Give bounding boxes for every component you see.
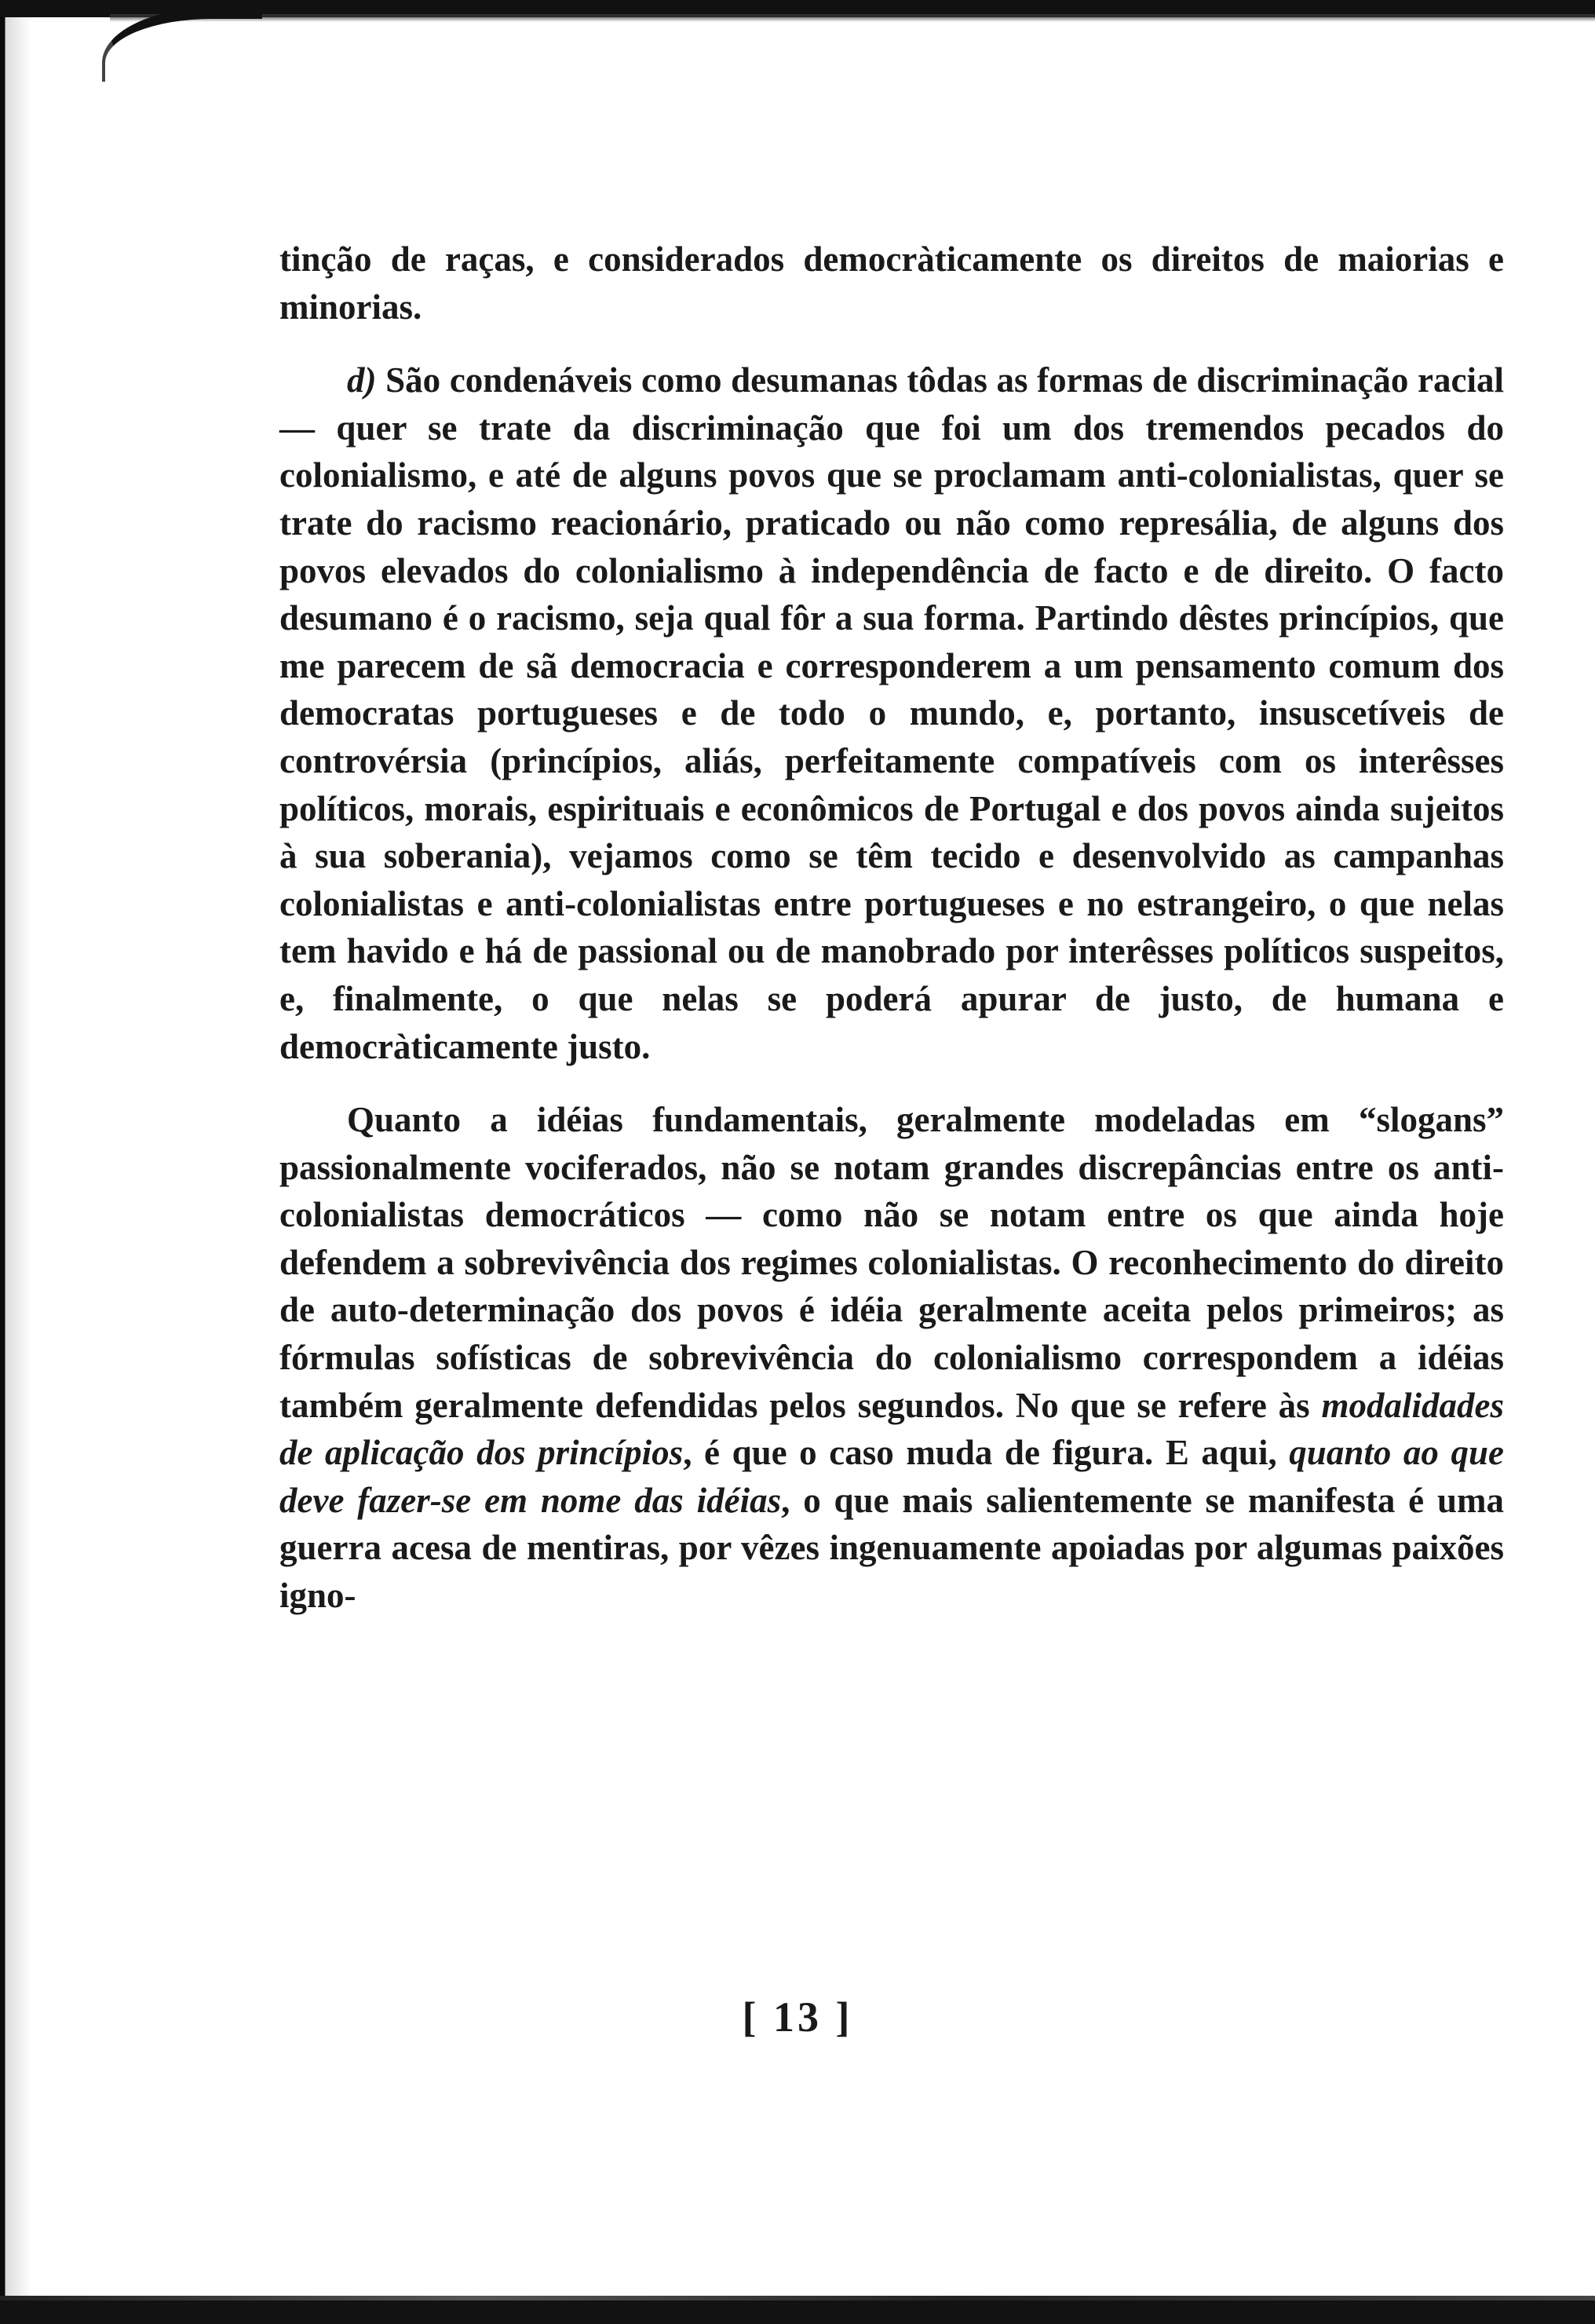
paragraph-continuation: tinção de raças, e considerados democràticamente os direitos de maiorias e minorias.	[279, 239, 1504, 327]
page-number: [ 13 ]	[742, 1993, 853, 2041]
paragraph-ideas-part-1: Quanto a idéias fundamentais, geralmente modeladas em “slogans” passionalmente vociferados, não se notam grandes discrepâncias entre os anti-colonialistas democráticos — como não se notam entre os que ainda hoje defendem a sobrevivência dos regimes colonialistas. O reconhecimento do direito de auto-determinação dos povos é idéia geralmente aceita pelos primeiros; as fórmulas sofísticas de sobrevivência do colonialismo correspondem a idéias também geralmente defendidas pelos segundos. No que se refere às	[279, 1100, 1504, 1425]
scan-left-edge	[0, 0, 118, 2324]
paragraph-ideas-part-3: , o que mais salientemente se manifesta é uma guerra acesa de mentiras, por vêzes ingenuamente apoiadas por algumas paixões igno-	[279, 1480, 1505, 1616]
paragraph-ideas-italic-1: modalidades de aplicação dos princípios	[279, 1385, 1504, 1473]
scan-bottom-edge	[0, 2300, 1595, 2324]
paragraph-ideas	[279, 1096, 1504, 1620]
paragraph-d-text: São condenáveis como desumanas tôdas as formas de discriminação racial — quer se trate da discriminação que foi um dos tremendos pecados do colonialismo, e até de alguns povos que se proclamam anti-colonialistas, quer se trate do racismo reacionário, praticado ou não como represália, de alguns dos povos elevados do colonialismo à independência de facto e de direito. O facto desumano é o racismo, seja qual fôr a sua forma. Partindo dêstes princípios, que me parecem de sã democracia e corresponderem a um pensamento comum dos democratas portugueses e de todo o mundo, e, portanto, insuscetíveis de controvérsia (princípios, aliás, perfeitamente compatíveis com os interêsses políticos, morais, espirituais e econômicos de Portugal e dos povos ainda sujeitos à sua soberania), vejamos como se têm tecido e desenvolvido as campanhas colonialistas e anti-colonialistas entre portugueses e no estrangeiro, o que nelas tem havido e há de passional ou de manobrado por interêsses políticos suspeitos, e, finalmente, o que nelas se poderá apurar de justo, de humana e democràticamente justo.	[279, 360, 1504, 1066]
body-text	[279, 236, 1504, 1620]
paragraph-ideas-part-2: , é que o caso muda de figura. E aqui,	[683, 1433, 1290, 1473]
scan-top-shadow	[110, 14, 1595, 22]
paragraph-d	[279, 356, 1504, 1070]
item-marker: d)	[347, 360, 377, 400]
paragraph-ideas-italic-2: quanto ao que deve fazer-se em nome das idéias	[279, 1433, 1505, 1520]
